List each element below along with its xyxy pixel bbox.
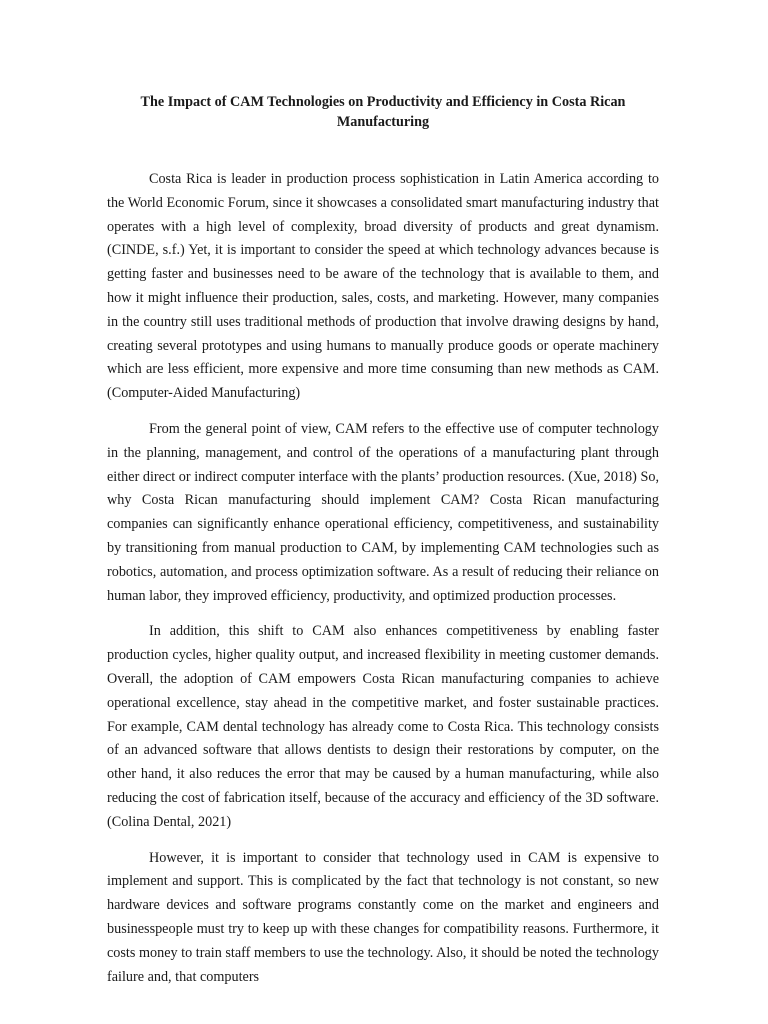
paragraph-1: Costa Rica is leader in production process sophistication in Latin America according to the World Economic Forum, since it showcases a consolidated smart manufacturing industry that operates with a high level of complexity, broad diversity of products and great dynamism. (CINDE, s.f.) Yet, it is important to consider the speed at which technology advances because is getting faster and businesses need to be aware of the technology that is available to them, and how it might influence their production, sales, costs, and marketing. However, many companies in the country still uses traditional methods of production that involve drawing designs by hand, creating several prototypes and using humans to manually produce goods or operate machinery which are less efficient, more expensive and more time consuming than new methods as CAM. (Computer-Aided Manufacturing) xyxy=(107,171,659,402)
paragraph-2: From the general point of view, CAM refers to the effective use of computer technology in the planning, management, and control of the operations of a manufacturing plant through either direct or indirect computer interface with the plants’ production resources. (Xue, 2018) So, why Costa Rican manufacturing should implement CAM? Costa Rican manufacturing companies can significantly enhance operational efficiency, competitiveness, and sustainability by transitioning from manual production to CAM, by implementing CAM technologies such as robotics, automation, and process optimization software. As a result of reducing their reliance on human labor, they improved efficiency, productivity, and optimized production processes. xyxy=(107,420,659,604)
document-page xyxy=(107,92,659,999)
paragraph-3: In addition, this shift to CAM also enhances competitiveness by enabling faster production cycles, higher quality output, and increased flexibility in meeting customer demands. Overall, the adoption of CAM empowers Costa Rican manufacturing companies to achieve operational excellence, stay ahead in the competitive market, and foster sustainable practices. For example, CAM dental technology has already come to Costa Rica. This technology consists of an advanced software that allows dentists to design their restorations by computer, on the other hand, it also reduces the error that may be caused by a human manufacturing, while also reducing the cost of fabrication itself, because of the accuracy and efficiency of the 3D software. (Colina Dental, 2021) xyxy=(107,623,659,830)
paragraph-4: However, it is important to consider that technology used in CAM is expensive to implement and support. This is complicated by the fact that technology is not constant, so new hardware devices and software programs constantly come on the market and engineers and businesspeople must try to keep up with these changes for compatibility reasons. Furthermore, it costs money to train staff members to use the technology. Also, it should be noted the technology failure and, that computers xyxy=(107,849,659,985)
document-title: The Impact of CAM Technologies on Productivity and Efficiency in Costa Rican Manufacturing xyxy=(140,94,626,130)
